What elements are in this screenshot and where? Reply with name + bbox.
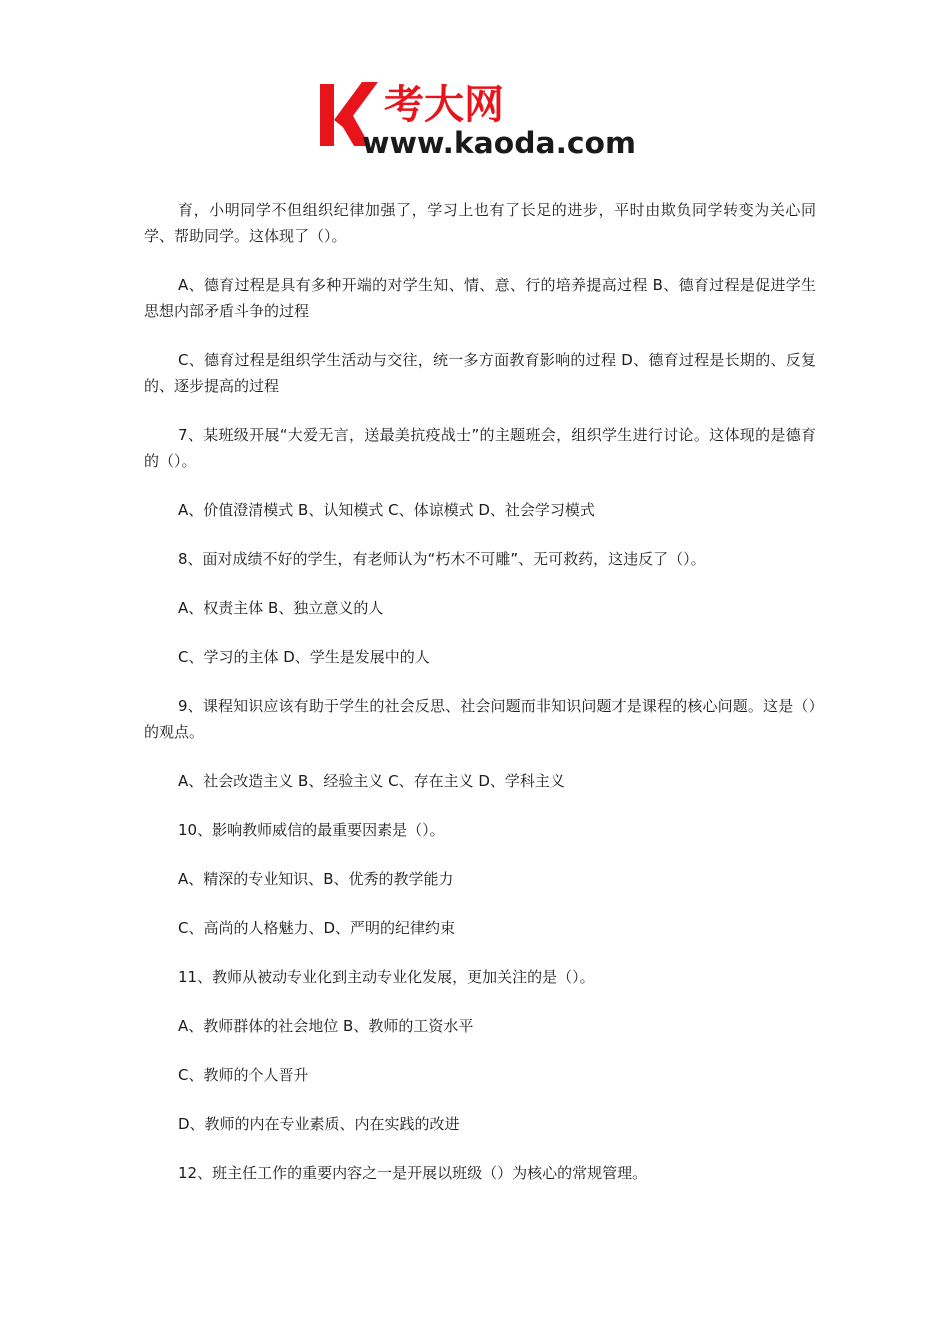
paragraph-q6-options-ab: A、德育过程是具有多种开端的对学生知、情、意、行的培养提高过程 B、德育过程是促进学生思想内部矛盾斗争的过程 [144, 276, 816, 320]
paragraph-q10-options-cd: C、高尚的人格魅力、D、严明的纪律约束 [178, 919, 456, 937]
paragraph-q8-options-cd: C、学习的主体 D、学生是发展中的人 [178, 648, 430, 666]
paragraph-q11-options-ab: A、教师群体的社会地位 B、教师的工资水平 [178, 1017, 474, 1035]
paragraph-q7: 7、某班级开展“大爱无言，送最美抗疫战士”的主题班会，组织学生进行讨论。这体现的是德育的（）。 [144, 426, 816, 470]
document-body [144, 197, 816, 1209]
brand-url-text: www.kaoda.com [362, 126, 636, 160]
paragraph-q10: 10、影响教师威信的最重要因素是（）。 [178, 821, 445, 839]
brand-cn-text: 考大网 [384, 82, 504, 128]
paragraph-intro-continued: 育，小明同学不但组织纪律加强了，学习上也有了长足的进步，平时由欺负同学转变为关心同学、帮助同学。这体现了（）。 [144, 201, 816, 245]
paragraph-q9-options: A、社会改造主义 B、经验主义 C、存在主义 D、学科主义 [178, 772, 565, 790]
paragraph-q6-options-cd: C、德育过程是组织学生活动与交往，统一多方面教育影响的过程 D、德育过程是长期的、反复的、逐步提高的过程 [144, 351, 816, 395]
kaoda-logo-graphic [318, 78, 638, 160]
paragraph-q9: 9、课程知识应该有助于学生的社会反思、社会问题而非知识问题才是课程的核心问题。这是（）的观点。 [144, 697, 816, 741]
paragraph-q10-options-ab: A、精深的专业知识、B、优秀的教学能力 [178, 870, 454, 888]
paragraph-q8-options-ab: A、权责主体 B、独立意义的人 [178, 599, 384, 617]
paragraph-q7-options: A、价值澄清模式 B、认知模式 C、体谅模式 D、社会学习模式 [178, 501, 595, 519]
paragraph-q8: 8、面对成绩不好的学生，有老师认为“朽木不可雕”、无可救药，这违反了（）。 [178, 550, 706, 568]
paragraph-q11: 11、教师从被动专业化到主动专业化发展，更加关注的是（）。 [178, 968, 595, 986]
paragraph-q11-option-c: C、教师的个人晋升 [178, 1066, 309, 1084]
paragraph-q11-option-d: D、教师的内在专业素质、内在实践的改进 [178, 1115, 460, 1133]
kaoda-logo [318, 78, 638, 160]
paragraph-q12: 12、班主任工作的重要内容之一是开展以班级（）为核心的常规管理。 [178, 1164, 648, 1182]
